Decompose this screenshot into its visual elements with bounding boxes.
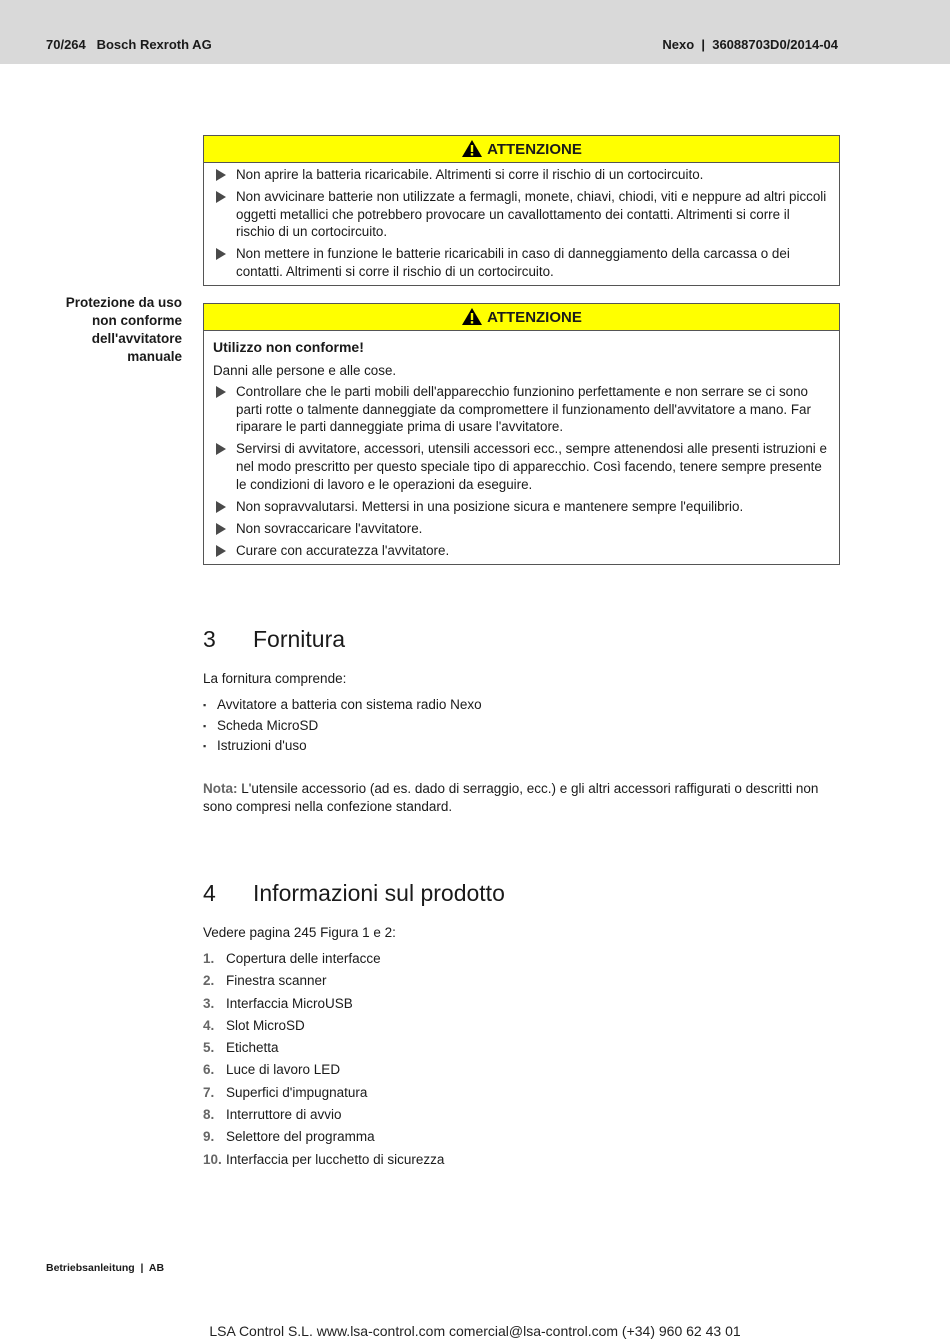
warning-item: Curare con accuratezza l'avvitatore.	[213, 542, 831, 560]
list-item: ▪ Avvitatore a batteria con sistema radio Nexo	[203, 696, 482, 717]
section-number: 4	[203, 880, 216, 906]
bullet-arrow-icon	[216, 443, 226, 455]
list-item: 1. Copertura delle interfacce	[203, 951, 381, 966]
note-text: L'utensile accessorio (ad es. dado di serraggio, ecc.) e gli altri accessori raffigurati o descritti non sono compresi nella confezione standard.	[203, 781, 819, 814]
delivery-list	[203, 696, 482, 758]
list-item: 10. Interfaccia per lucchetto di sicurezza	[203, 1151, 445, 1167]
section-4-heading	[203, 880, 505, 907]
list-item: 9. Selettore del programma	[203, 1129, 375, 1145]
warning-triangle-icon	[461, 307, 483, 326]
section-title: Fornitura	[253, 626, 346, 652]
bullet-arrow-icon	[216, 545, 226, 557]
warning-item: Non avvicinare batterie non utilizzate a fermagli, monete, chiavi, chiodi, viti e neppure ad altri piccoli oggetti metallici che potrebbero provocare un cavallottamento dei contatti. Altrimenti si corre il rischio di un cortocircuito.	[213, 188, 831, 241]
section-3-intro: La fornitura comprende:	[203, 671, 347, 686]
warning-subheading: Utilizzo non conforme!	[213, 339, 364, 355]
header-page-publisher: 70/264 Bosch Rexroth AG	[46, 37, 212, 52]
footer-contact: LSA Control S.L. www.lsa-control.com comercial@lsa-control.com (+34) 960 62 43 01	[209, 1323, 741, 1339]
warning-box-1	[203, 135, 840, 286]
footer-doc-type: Betriebsanleitung | AB	[46, 1262, 165, 1274]
list-item: 3. Interfaccia MicroUSB	[203, 995, 353, 1011]
warning-item: Non aprire la batteria ricaricabile. Altrimenti si corre il rischio di un cortocircuito.	[213, 166, 831, 184]
warning-box-2	[203, 303, 840, 565]
list-item: ▪ Istruzioni d'uso	[203, 737, 482, 758]
section-3-heading	[203, 626, 345, 653]
list-item: 6. Luce di lavoro LED	[203, 1062, 341, 1078]
note-paragraph	[203, 780, 843, 816]
warning-title: ATTENZIONE	[487, 141, 582, 158]
bullet-arrow-icon	[216, 386, 226, 398]
list-item: 2. Finestra scanner	[203, 973, 327, 989]
list-item: 5. Etichetta	[203, 1040, 279, 1056]
list-item: ▪ Scheda MicroSD	[203, 717, 482, 738]
warning-item: Non sovraccaricare l'avvitatore.	[213, 520, 831, 538]
warning-intro: Danni alle persone e alle cose.	[213, 362, 397, 378]
warning-triangle-icon	[461, 139, 483, 158]
bullet-arrow-icon	[216, 248, 226, 260]
page-header	[0, 0, 950, 64]
warning-item: Servirsi di avvitatore, accessori, utensili accessori ecc., sempre attenendosi alle presenti istruzioni e nel modo prescritto per questo speciale tipo di apparecchio. Così facendo, tenere sempre presente le condizioni di lavoro e le operazioni da eseguire.	[213, 440, 831, 493]
warning-title-bar	[204, 136, 839, 163]
bullet-arrow-icon	[216, 191, 226, 203]
note-label: Nota:	[203, 781, 238, 796]
list-item: 8. Interruttore di avvio	[203, 1107, 342, 1123]
list-item: 4. Slot MicroSD	[203, 1017, 305, 1033]
warning-item: Controllare che le parti mobili dell'apparecchio funzionino perfettamente e non serrare se ci sono parti rotte o talmente danneggiate da compromettere il funzionamento dell'avvitatore a mano. Far riparare le parti danneggiate prima di usare l'avvitatore.	[213, 383, 831, 436]
bullet-arrow-icon	[216, 501, 226, 513]
warning-title: ATTENZIONE	[487, 309, 582, 326]
warning-title-bar	[204, 304, 839, 331]
section-title: Informazioni sul prodotto	[253, 880, 505, 906]
section-number: 3	[203, 626, 216, 652]
bullet-arrow-icon	[216, 169, 226, 181]
bullet-arrow-icon	[216, 523, 226, 535]
header-document-id: Nexo | 36088703D0/2014-04	[662, 37, 838, 52]
product-parts-list	[203, 950, 444, 1173]
section-4-intro: Vedere pagina 245 Figura 1 e 2:	[203, 925, 396, 940]
warning-item: Non mettere in funzione le batterie ricaricabili in caso di danneggiamento della carcassa o dei contatti. Altrimenti si corre il rischio di un cortocircuito.	[213, 245, 831, 280]
margin-note: Protezione da uso non conforme dell'avvitatore manuale	[65, 295, 182, 364]
list-item: 7. Superfici d'impugnatura	[203, 1084, 368, 1100]
warning-item: Non sopravvalutarsi. Mettersi in una posizione sicura e mantenere sempre l'equilibrio.	[213, 498, 831, 516]
